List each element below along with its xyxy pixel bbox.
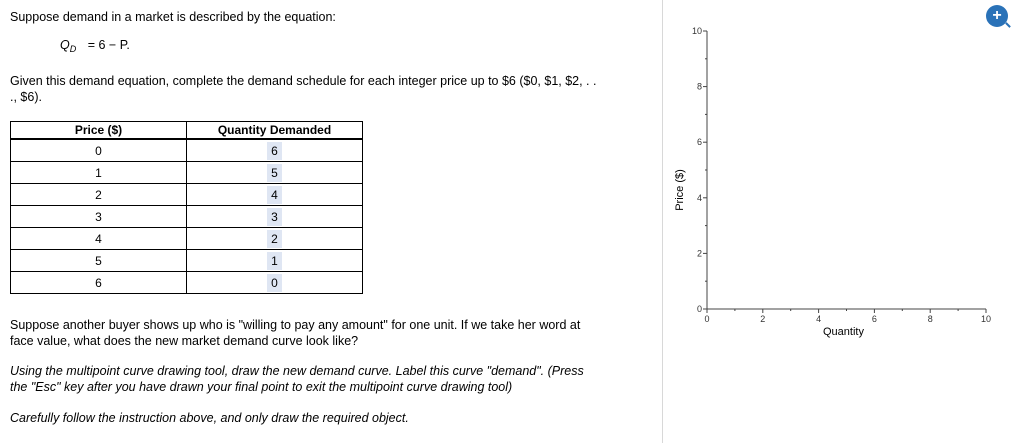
- followup-line2: face value, what does the new market demand curve look like?: [10, 334, 359, 348]
- x-tick-label: 10: [980, 314, 992, 324]
- table-row: [11, 162, 363, 184]
- quantity-input[interactable]: 5: [267, 164, 282, 182]
- quantity-input[interactable]: 3: [267, 208, 282, 226]
- price-cell: 3: [11, 206, 187, 228]
- followup-line1: Suppose another buyer shows up who is "willing to pay any amount" for one unit. If we take her word at: [10, 318, 581, 332]
- table-row: [11, 250, 363, 272]
- quantity-input[interactable]: 4: [267, 186, 282, 204]
- x-axis-label: Quantity: [823, 326, 864, 338]
- price-cell: 4: [11, 228, 187, 250]
- y-tick-label: 4: [696, 192, 702, 203]
- header-price: Price ($): [11, 122, 187, 140]
- quantity-cell[interactable]: [187, 139, 363, 162]
- price-cell: 1: [11, 162, 187, 184]
- quantity-cell[interactable]: [187, 250, 363, 272]
- y-tick-label: 10: [691, 26, 702, 36]
- price-cell: 6: [11, 272, 187, 294]
- table-row: [11, 139, 363, 162]
- x-tick-label: 2: [760, 314, 766, 324]
- instruction-line1: Given this demand equation, complete the demand schedule for each integer price up to $6 ($0, $1, $2, . .: [10, 74, 597, 88]
- quantity-input[interactable]: 1: [267, 252, 282, 270]
- demand-equation: [60, 38, 130, 54]
- quantity-cell[interactable]: [187, 228, 363, 250]
- tool-line2: the "Esc" key after you have drawn your final point to exit the multipoint curve drawing tool): [10, 380, 513, 394]
- instruction-line2: ., $6).: [10, 90, 42, 104]
- price-cell: 0: [11, 139, 187, 162]
- eq-lhs: Q: [60, 38, 70, 52]
- y-tick-label: 2: [696, 248, 702, 259]
- y-tick-label: 8: [696, 81, 702, 92]
- x-tick-label: 6: [871, 314, 877, 324]
- y-tick-label: 0: [696, 304, 702, 314]
- header-quantity: Quantity Demanded: [187, 122, 363, 140]
- quantity-input[interactable]: 0: [267, 274, 282, 292]
- quantity-cell[interactable]: [187, 162, 363, 184]
- x-tick-label: 4: [816, 314, 822, 324]
- table-row: [11, 228, 363, 250]
- quantity-input[interactable]: 6: [267, 142, 282, 160]
- price-cell: 2: [11, 184, 187, 206]
- intro-text: Suppose demand in a market is described by the equation:: [10, 10, 336, 24]
- eq-sub: D: [69, 44, 77, 54]
- price-cell: 5: [11, 250, 187, 272]
- quantity-cell[interactable]: [187, 206, 363, 228]
- graph-area[interactable]: [662, 0, 1024, 443]
- table-row: [11, 272, 363, 294]
- quantity-input[interactable]: 2: [267, 230, 282, 248]
- eq-rhs: = 6 − P.: [87, 38, 130, 52]
- table-row: [11, 206, 363, 228]
- quantity-cell[interactable]: [187, 184, 363, 206]
- tool-line1: Using the multipoint curve drawing tool, draw the new demand curve. Label this curve "demand". (Press: [10, 364, 584, 378]
- x-tick-label: 8: [927, 314, 933, 324]
- table-row: [11, 184, 363, 206]
- zoom-in-icon[interactable]: +: [986, 5, 1008, 27]
- y-tick-label: 6: [696, 137, 702, 148]
- y-axis-label: Price ($): [674, 169, 686, 211]
- caution-text: Carefully follow the instruction above, and only draw the required object.: [10, 411, 409, 425]
- quantity-cell[interactable]: [187, 272, 363, 294]
- demand-schedule-table: [10, 121, 363, 294]
- x-tick-label: 0: [704, 314, 710, 324]
